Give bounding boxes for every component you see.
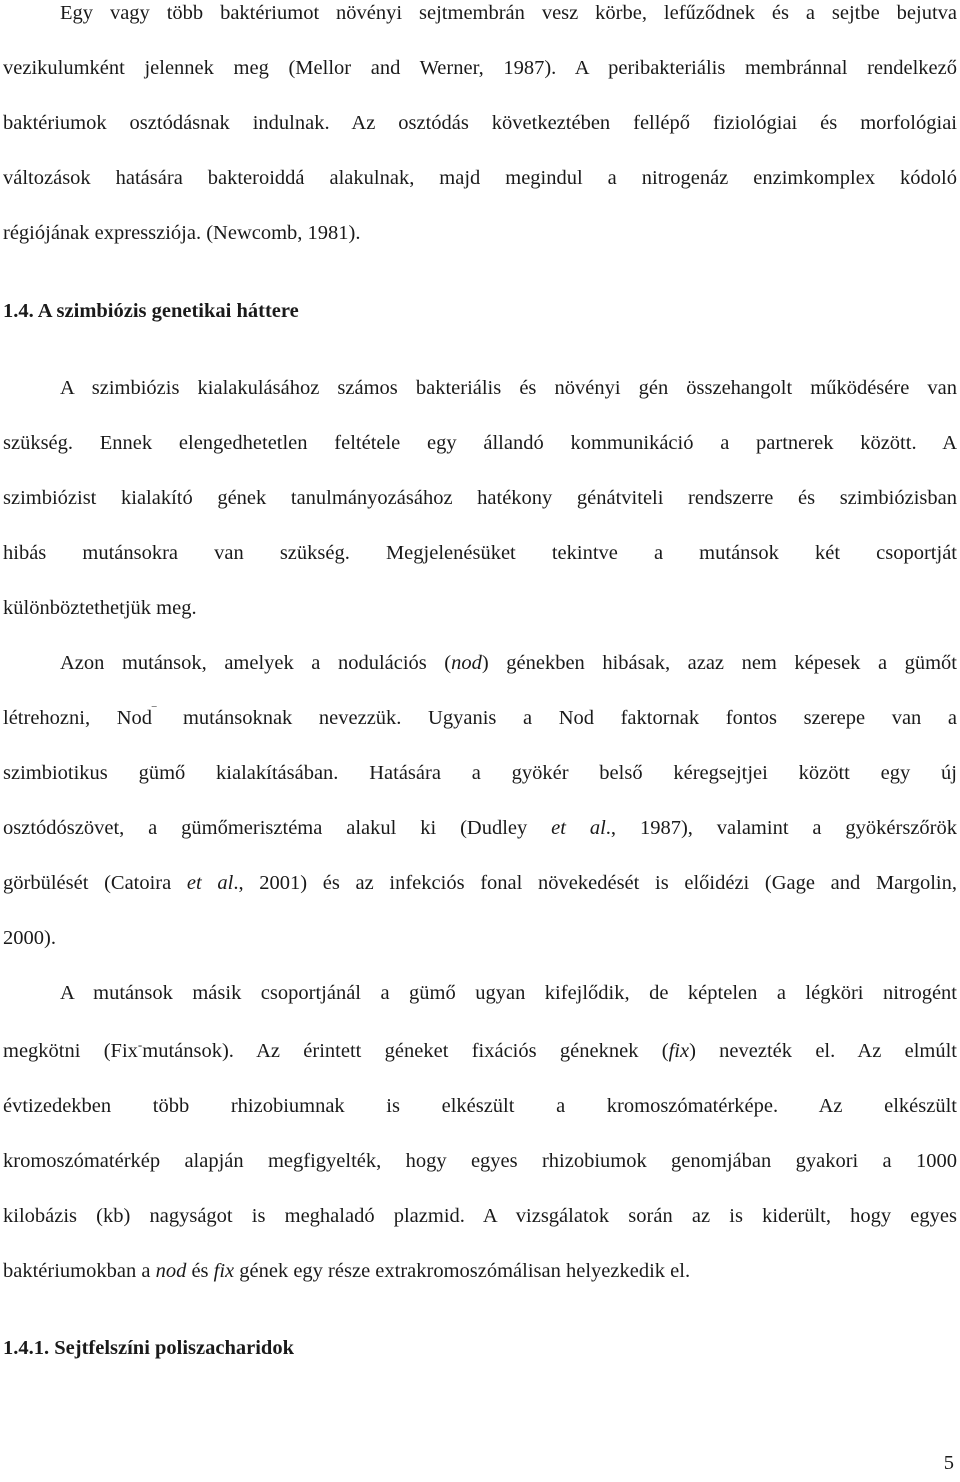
text-run: létrehozni, Nod	[3, 707, 153, 729]
italic-gene-name: nod	[155, 1260, 187, 1282]
text-run: mutánsoknak nevezzük. Ugyanis a Nod faktornak fontos szerepe van a	[156, 707, 958, 729]
section-heading: 1.4. A szimbiózis genetikai háttere	[3, 300, 299, 322]
paragraph-line: A mutánsok másik csoportjánál a gümő ugyan kifejlődik, de képtelen a légköri nitrogént	[60, 982, 957, 1004]
paragraph-line: kilobázis (kb) nagyságot is meghaladó plazmid. A vizsgálatok során az is kiderült, hogy egyes	[3, 1205, 957, 1227]
paragraph-line: kromoszómatérkép alapján megfigyelték, hogy egyes rhizobiumok genomjában gyakori a 1000	[3, 1150, 957, 1172]
paragraph-line: hibás mutánsokra van szükség. Megjelenésüket tekintve a mutánsok két csoportját	[3, 542, 957, 564]
text-run: baktériumokban a	[3, 1260, 156, 1282]
text-run: ) nevezték el. Az elmúlt	[689, 1040, 957, 1062]
superscript: ‾	[152, 704, 157, 719]
subsection-heading: 1.4.1. Sejtfelszíni poliszacharidok	[3, 1337, 294, 1359]
paragraph-line: A szimbiózis kialakulásához számos bakteriális és növényi gén összehangolt működésére van	[60, 377, 957, 399]
text-run: Azon mutánsok, amelyek a nodulációs (	[60, 652, 452, 674]
paragraph-line: vezikulumként jelennek meg (Mellor and Werner, 1987). A peribakteriális membránnal rendelkező	[3, 57, 957, 79]
text-run: osztódószövet, a gümőmerisztéma alakul ki (Dudley	[3, 817, 552, 839]
paragraph-line: szimbiózist kialakító gének tanulmányozásához hatékony génátviteli rendszerre és szimbiózisban	[3, 487, 957, 509]
text-run: gének egy része extrakromoszómálisan helyezkedik el.	[234, 1260, 691, 1282]
paragraph-line: 2000).	[3, 927, 56, 949]
text-run: görbülését (Catoira	[3, 872, 187, 894]
paragraph-line: régiójának expressziója. (Newcomb, 1981).	[3, 222, 361, 244]
page-number: 5	[943, 1452, 954, 1474]
text-run: mutánsok). Az érintett géneket fixációs géneknek (	[142, 1040, 669, 1062]
paragraph-line: baktériumok osztódásnak indulnak. Az osztódás következtében fellépő fiziológiai és morfológiai	[3, 112, 957, 134]
text-run: ) génekben hibásak, azaz nem képesek a gümőt	[481, 652, 957, 674]
paragraph-line	[3, 1258, 957, 1284]
paragraph-line	[60, 650, 957, 676]
text-run: ., 2001) és az infekciós fonal növekedését is előidézi (Gage and Margolin,	[233, 872, 958, 894]
italic-gene-name: fix	[668, 1040, 690, 1062]
text-run: megkötni (Fix	[3, 1040, 138, 1062]
text-run: és	[186, 1260, 214, 1282]
paragraph-line: változások hatására bakteroiddá alakulnak, majd megindul a nitrogenáz enzimkomplex kódoló	[3, 167, 957, 189]
italic-gene-name: fix	[213, 1260, 235, 1282]
italic-citation: et al	[551, 817, 606, 839]
paragraph-line	[3, 870, 957, 896]
paragraph-line	[3, 815, 957, 841]
paragraph-line: különböztethetjük meg.	[3, 597, 197, 619]
italic-gene-name: nod	[451, 652, 482, 674]
paragraph-line: szimbiotikus gümő kialakításában. Hatására a gyökér belső kéregsejtjei között egy új	[3, 762, 957, 784]
italic-citation: et al	[186, 872, 234, 894]
paragraph-line: Egy vagy több baktériumot növényi sejtmembrán vesz körbe, lefűződnek és a sejtbe bejutva	[60, 2, 957, 24]
paragraph-line	[3, 705, 957, 731]
paragraph-line: évtizedekben több rhizobiumnak is elkészült a kromoszómatérképe. Az elkészült	[3, 1095, 957, 1117]
paragraph-line: szükség. Ennek elengedhetetlen feltétele egy állandó kommunikáció a partnerek között. A	[3, 432, 957, 454]
superscript: -	[137, 1037, 143, 1052]
paragraph-line	[3, 1038, 957, 1064]
text-run: ., 1987), valamint a gyökérszőrök	[605, 817, 957, 839]
